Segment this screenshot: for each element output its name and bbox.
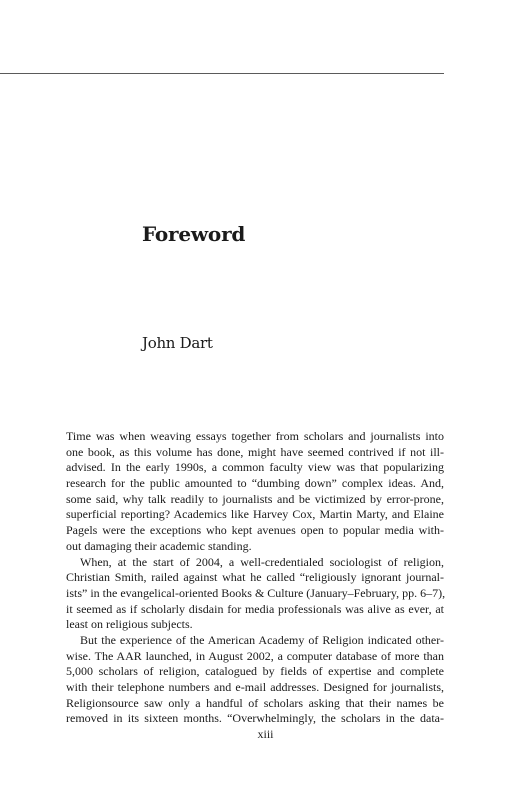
body-line: ists” in the evangelical-oriented Books & Culture (January–February, pp. 6–7), — [66, 585, 446, 600]
body-line: When, at the start of 2004, a well-credentialed sociologist of religion, — [80, 554, 444, 569]
body-line: Time was when weaving essays together from scholars and journalists into — [66, 429, 444, 443]
body-line: removed in its sixteen months. “Overwhelmingly, the scholars in the data- — [66, 711, 444, 726]
body-line: research for the public amounted to “dumbing down” complex ideas. And, — [66, 476, 444, 491]
body-line: Religionsource saw only a handful of scholars asking that their names be — [66, 695, 444, 710]
body-text — [66, 429, 444, 727]
body-line: one book, as this volume has done, might have seemed contrived if not ill- — [66, 444, 444, 459]
body-line: with their telephone numbers and e-mail addresses. Designed for journalists, — [66, 680, 444, 694]
body-line: But the experience of the American Academy of Religion indicated other- — [80, 632, 444, 647]
body-line: least on religious subjects. — [66, 617, 193, 632]
page-number: xiii — [257, 727, 274, 741]
body-line: out damaging their academic standing. — [66, 538, 252, 553]
body-line: some said, why talk readily to journalists and be victimized by error-prone, — [66, 491, 444, 506]
body-line: Pagels were the exceptions who kept avenues open to popular media with- — [66, 523, 444, 538]
body-line: wise. The AAR launched, in August 2002, a computer database of more than — [66, 648, 444, 663]
chapter-title: Foreword — [142, 222, 246, 246]
body-line: 5,000 scholars of religion, catalogued by fields of expertise and complete — [66, 664, 444, 679]
author-name: John Dart — [142, 334, 213, 352]
body-line: it seemed as if scholarly disdain for media professionals was alive as ever, at — [66, 601, 444, 616]
top-rule — [0, 73, 444, 74]
body-line: Christian Smith, railed against what he called “religiously ignorant journal- — [66, 570, 444, 585]
body-line: superficial reporting? Academics like Harvey Cox, Martin Marty, and Elaine — [66, 507, 444, 522]
body-line: advised. In the early 1990s, a common faculty view was that popularizing — [66, 460, 444, 475]
